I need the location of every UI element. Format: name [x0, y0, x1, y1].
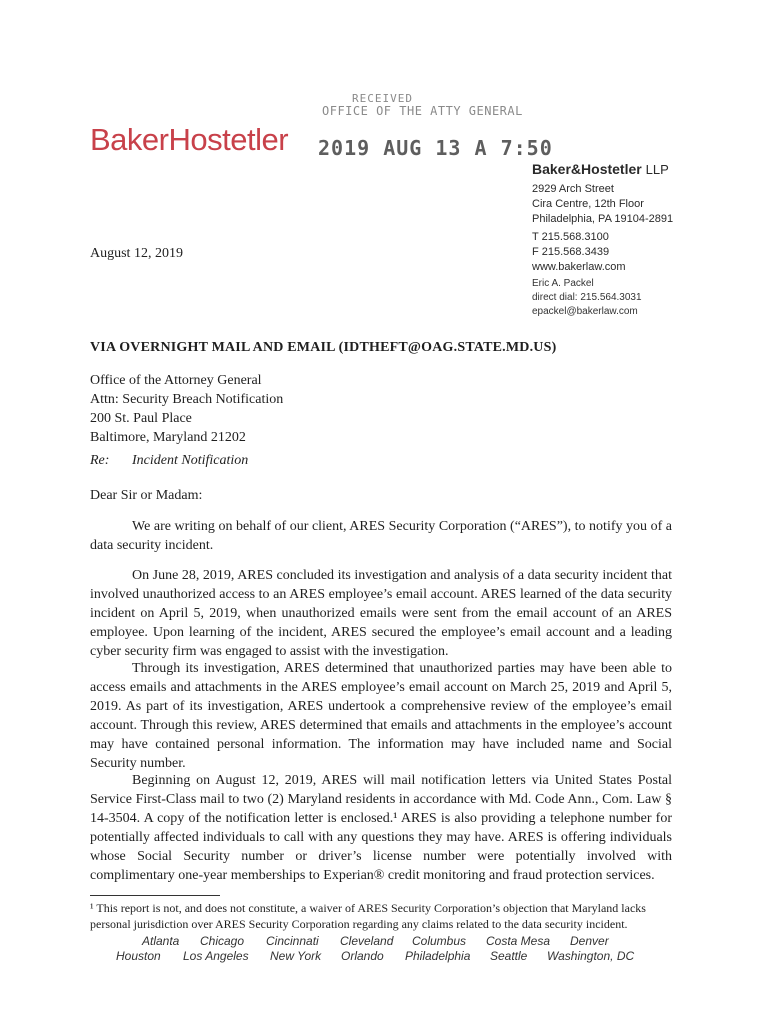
- recipient-line: Baltimore, Maryland 21202: [90, 430, 246, 445]
- footnote: ¹ This report is not, and does not constitute, a waiver of ARES Security Corporation’s objection that Maryland lacks personal jurisdiction over ARES Security Corporation regarding any claims related to the data security incident.: [90, 901, 646, 931]
- office-city: Cleveland: [340, 934, 394, 948]
- office-city: Philadelphia: [405, 949, 471, 963]
- office-city: New York: [270, 949, 322, 963]
- contact-name: Eric A. Packel: [532, 278, 594, 289]
- firm-phone: T 215.568.3100: [532, 231, 609, 243]
- office-city: Washington, DC: [547, 949, 635, 963]
- office-city: Columbus: [412, 934, 467, 948]
- recipient-line: Attn: Security Breach Notification: [90, 392, 284, 407]
- firm-address-line: Philadelphia, PA 19104-2891: [532, 213, 674, 225]
- firm-name: [532, 161, 669, 177]
- body-paragraph: On June 28, 2019, ARES concluded its investigation and analysis of a data security incident that involved unauthorized access to an ARES employee’s email account. ARES learned of the data security incident on April 5, 2019, when unauthorized emails were sent from the email account of an ARES employee. Upon learning of the incident, ARES secured the employee’s email account and a leading cyber security firm was engaged to assist with the investigation.: [90, 568, 672, 659]
- received-stamp-line1: RECEIVED: [352, 92, 413, 105]
- office-city: Seattle: [490, 949, 528, 963]
- office-city: Atlanta: [142, 934, 180, 948]
- office-city: Costa Mesa: [486, 934, 551, 948]
- contact-direct-dial: direct dial: 215.564.3031: [532, 292, 642, 303]
- delivery-method: VIA OVERNIGHT MAIL AND EMAIL (IDTHEFT@OAG.STATE.MD.US): [90, 340, 557, 355]
- body-paragraph: We are writing on behalf of our client, ARES Security Corporation (“ARES”), to notify you of a data security incident.: [90, 519, 672, 553]
- firm-website[interactable]: www.bakerlaw.com: [532, 261, 626, 273]
- letter-date: August 12, 2019: [90, 246, 183, 261]
- subject-label: Re:: [90, 453, 110, 468]
- recipient-address: [90, 371, 283, 447]
- body-paragraph: Beginning on August 12, 2019, ARES will mail notification letters via United States Postal Service First-Class mail to two (2) Maryland residents in accordance with Md. Code Ann., Com. Law § 14-3504. A copy of the notification letter is enclosed.¹ ARES is also providing a telephone number for potentially affected individuals to call with any questions they may have. ARES is offering individuals whose Social Security number or driver’s license number were potentially involved with complimentary one-year memberships to Experian® credit monitoring and fraud protection services.: [90, 773, 672, 883]
- office-city: Cincinnati: [266, 934, 319, 948]
- received-stamp-line2: OFFICE OF THE ATTY GENERAL: [322, 104, 523, 118]
- subject-text: Incident Notification: [132, 453, 249, 468]
- subject-line: [90, 453, 248, 469]
- firm-address-line: Cira Centre, 12th Floor: [532, 198, 644, 210]
- recipient-line: Office of the Attorney General: [90, 373, 262, 388]
- office-city: Los Angeles: [183, 949, 249, 963]
- office-city: Orlando: [341, 949, 384, 963]
- salutation: Dear Sir or Madam:: [90, 488, 203, 503]
- firm-fax: F 215.568.3439: [532, 246, 610, 258]
- firm-suffix: LLP: [645, 162, 669, 177]
- firm-name-text: Baker&Hostetler: [532, 161, 642, 177]
- office-city: Denver: [570, 934, 609, 948]
- office-city: Chicago: [200, 934, 245, 948]
- firm-address-line: 2929 Arch Street: [532, 183, 614, 195]
- body-paragraph: Through its investigation, ARES determined that unauthorized parties may have been able to access emails and attachments in the ARES employee’s email account on March 25, 2019 and April 5, 2019. As part of its investigation, ARES undertook a comprehensive review of the employee’s email account. Through this review, ARES determined that emails and attachments in the employee’s account may have contained personal information. The information may have included name and Social Security number.: [90, 661, 672, 771]
- contact-email[interactable]: epackel@bakerlaw.com: [532, 306, 638, 317]
- office-city: Houston: [116, 949, 161, 963]
- firm-logo: BakerHostetler: [90, 122, 289, 157]
- footnote-divider: [90, 895, 220, 896]
- recipient-line: 200 St. Paul Place: [90, 411, 192, 426]
- received-stamp-date: 2019 AUG 13 A 7:50: [318, 136, 553, 160]
